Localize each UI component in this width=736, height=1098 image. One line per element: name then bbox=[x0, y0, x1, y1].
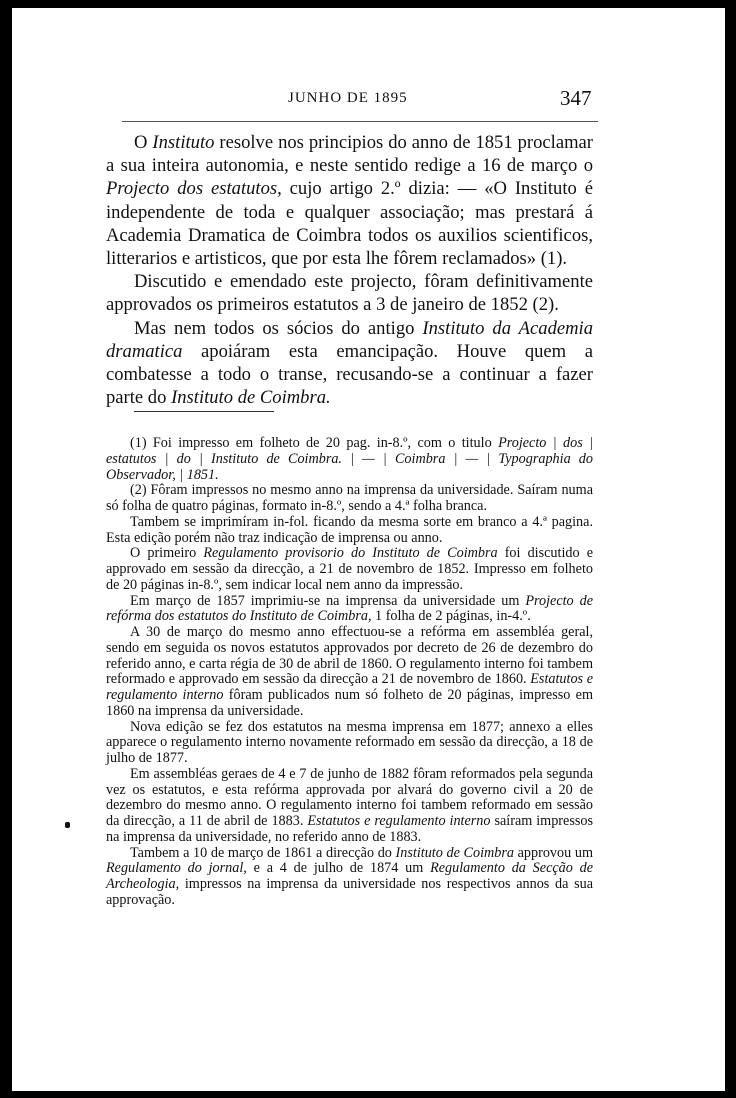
text-run: A 30 de março do mesmo anno effectuou-se a refórma em assembléa geral, sendo em seguida os novos estatutos approvados por decreto de 26 de dezembro do referido anno, e carta régia de 30 de abril de 1860. O regulamento interno foi tambem reformado e approvado em sessão da direcção a 21 de novembro de 1860. bbox=[106, 624, 593, 688]
italic-text: Estatutos e regulamento interno bbox=[307, 813, 491, 829]
text-run: (2) Fôram impressos no mesmo anno na imprensa da universidade. Saíram numa só folha de quatro páginas, formato in-8.º, sendo a 4.ª folha branca. bbox=[106, 482, 593, 514]
footnote bbox=[106, 767, 593, 846]
italic-text: Projecto de refórma dos estatutos do Instituto de Coimbra, bbox=[106, 592, 594, 625]
text-run: Tambem a 10 de março de 1861 a direcção do bbox=[130, 844, 396, 861]
text-run: Discutido e emendado este projecto, fôram definitivamente approvados os primeiros estatutos a 3 de janeiro de 1852 (2). bbox=[106, 271, 593, 316]
italic-text: Instituto de Coimbra. bbox=[171, 387, 331, 409]
italic-text: Regulamento do jornal, bbox=[106, 860, 247, 877]
text-run: approvou um bbox=[513, 844, 593, 861]
text-run: Mas nem todos os sócios do antigo bbox=[134, 317, 423, 339]
header-rule bbox=[122, 121, 598, 122]
text-run: saíram impressos na imprensa da universidade, no referido anno de 1883. bbox=[106, 813, 593, 845]
footnote-rule bbox=[134, 411, 274, 412]
paragraph bbox=[106, 317, 593, 410]
text-run: 1 folha de 2 páginas, in-4.º. bbox=[371, 608, 531, 625]
page-number: 347 bbox=[560, 86, 592, 110]
text-run: Em março de 1857 imprimiu-se na imprensa da universidade um bbox=[130, 592, 526, 609]
italic-text: Instituto de Coimbra bbox=[395, 844, 514, 861]
text-run: e a 4 de julho de 1874 um bbox=[246, 860, 431, 877]
italic-text: Projecto dos estatutos, bbox=[106, 178, 282, 200]
footnote bbox=[106, 625, 593, 720]
italic-text: Instituto da Academia dramatica bbox=[106, 317, 594, 362]
running-title: JUNHO DE 1895 bbox=[288, 90, 408, 106]
footnote bbox=[106, 436, 593, 483]
footnote bbox=[106, 515, 593, 547]
paragraph bbox=[106, 270, 593, 316]
ink-speck bbox=[65, 822, 70, 828]
text-run: O primeiro bbox=[130, 545, 204, 562]
italic-text: Estatutos e regulamento interno bbox=[106, 671, 593, 703]
footnote bbox=[106, 846, 593, 909]
italic-text: Regulamento da Secção de Archeologia, bbox=[106, 860, 594, 892]
text-run: cujo artigo 2.º dizia: — «O Instituto é independente de toda e qualquer associação; mas prestará á Academia Dramatica de Coimbra todos os auxilios scientificos, litterarios e artisticos, que por esta lhe fôrem reclamados» (1). bbox=[106, 178, 593, 270]
footnote bbox=[106, 546, 593, 593]
text-run: O bbox=[134, 132, 153, 153]
main-text bbox=[106, 131, 593, 409]
page-header bbox=[12, 86, 725, 120]
italic-text: Regulamento provisorio do Instituto de Coimbra bbox=[203, 545, 498, 562]
text-run: fôram publicados num só folheto de 20 páginas, impresso em 1860 na imprensa da universidade. bbox=[106, 687, 593, 719]
text-run: foi discutido e approvado em sessão da direcção, a 21 de novembro de 1852. Impresso em folheto de 20 páginas in-8.º, sem indicar local nem anno da impressão. bbox=[106, 545, 593, 593]
text-run: (1) Foi impresso em folheto de 20 pag. in-8.º, com o titulo bbox=[130, 435, 499, 451]
book-page bbox=[12, 8, 725, 1091]
text-run: Em assembléas geraes de 4 e 7 de junho de 1882 fôram reformados pela segunda vez os estatutos, e esta refórma approvada por alvará do governo civil a 20 de dezembro do mesmo anno. O regulamento interno foi tambem reformado em sessão da direcção, a 11 de abril de 1883. bbox=[106, 765, 593, 829]
footnotes bbox=[106, 436, 593, 909]
text-run: Nova edição se fez dos estatutos na mesma imprensa em 1877; annexo a elles apparece o regulamento interno novamente reformado em sessão da direcção, a 18 de julho de 1877. bbox=[106, 718, 593, 766]
paragraph bbox=[106, 131, 593, 270]
footnote bbox=[106, 594, 593, 626]
footnote bbox=[106, 483, 593, 515]
text-run: Tambem se imprimíram in-fol. ficando da mesma sorte em branco a 4.ª pagina. Esta edição porém não traz indicação de imprensa ou anno. bbox=[106, 513, 593, 546]
text-run: apoiáram esta emancipação. Houve quem a combatesse a todo o transe, recusando-se a continuar a fazer parte do bbox=[106, 340, 593, 409]
text-run: resolve nos principios do anno de 1851 proclamar a sua inteira autonomia, e neste sentido redige a 16 de março o bbox=[106, 132, 594, 177]
footnote bbox=[106, 720, 593, 767]
text-run: impressos na imprensa da universidade nos respectivos annos da sua approvação. bbox=[106, 876, 593, 908]
italic-text: Projecto | dos | estatutos | do | Instituto de Coimbra. | — | Coimbra | — | Typographia do Observador, | 1851. bbox=[106, 435, 593, 483]
italic-text: Instituto bbox=[152, 132, 215, 153]
